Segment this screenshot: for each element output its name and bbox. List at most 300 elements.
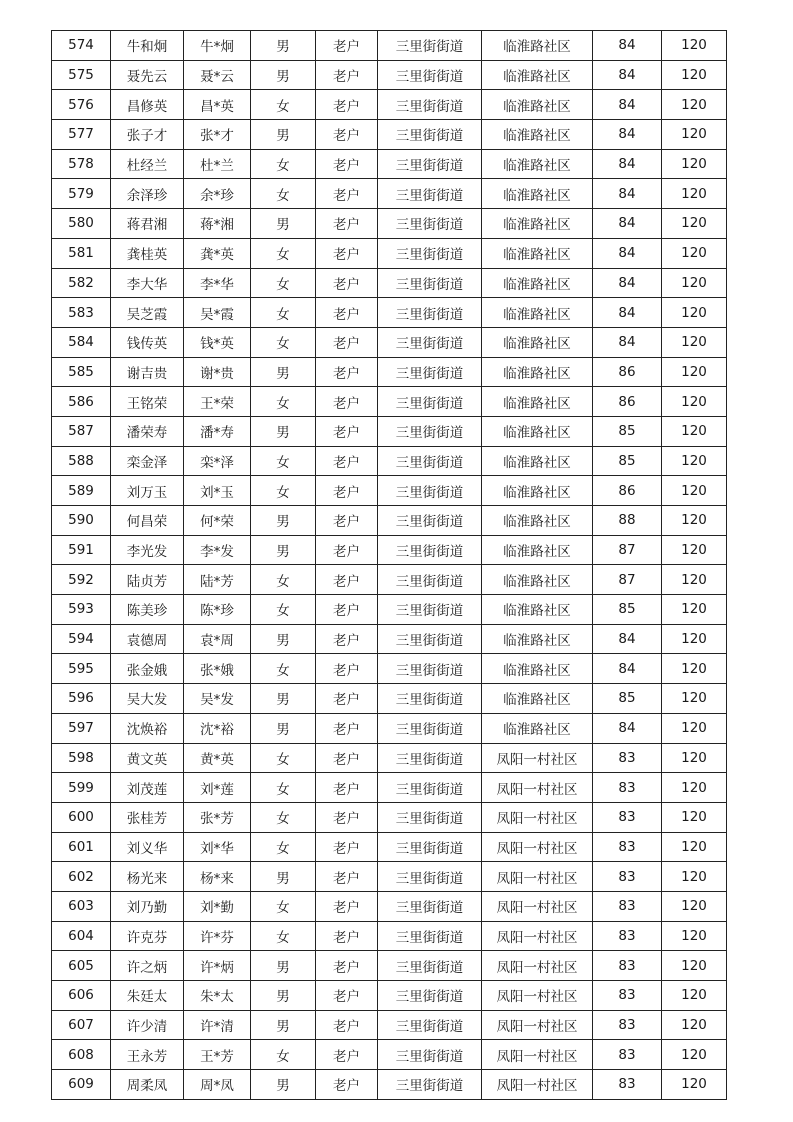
full-name-cell: 陆贞芳 — [111, 565, 184, 595]
gender-cell: 男 — [251, 60, 316, 90]
community-cell: 凤阳一村社区 — [482, 921, 593, 951]
full-name-cell: 聂先云 — [111, 60, 184, 90]
amount-cell: 120 — [662, 684, 727, 714]
age-cell: 84 — [593, 713, 662, 743]
row-number-cell: 609 — [52, 1070, 111, 1100]
age-cell: 83 — [593, 862, 662, 892]
amount-cell: 120 — [662, 60, 727, 90]
gender-cell: 女 — [251, 179, 316, 209]
table-row — [52, 120, 727, 150]
gender-cell: 女 — [251, 921, 316, 951]
subdistrict-cell: 三里街街道 — [378, 327, 482, 357]
gender-cell: 女 — [251, 654, 316, 684]
full-name-cell: 许克芬 — [111, 921, 184, 951]
community-cell: 凤阳一村社区 — [482, 773, 593, 803]
masked-name-cell: 黄*英 — [184, 743, 251, 773]
amount-cell: 120 — [662, 357, 727, 387]
masked-name-cell: 王*芳 — [184, 1040, 251, 1070]
community-cell: 临淮路社区 — [482, 90, 593, 120]
gender-cell: 女 — [251, 773, 316, 803]
full-name-cell: 张桂芳 — [111, 802, 184, 832]
full-name-cell: 黄文英 — [111, 743, 184, 773]
amount-cell: 120 — [662, 1010, 727, 1040]
gender-cell: 女 — [251, 743, 316, 773]
row-number-cell: 606 — [52, 981, 111, 1011]
age-cell: 84 — [593, 298, 662, 328]
row-number-cell: 595 — [52, 654, 111, 684]
community-cell: 临淮路社区 — [482, 179, 593, 209]
masked-name-cell: 栾*泽 — [184, 446, 251, 476]
row-number-cell: 596 — [52, 684, 111, 714]
community-cell: 凤阳一村社区 — [482, 832, 593, 862]
amount-cell: 120 — [662, 327, 727, 357]
masked-name-cell: 陆*芳 — [184, 565, 251, 595]
gender-cell: 女 — [251, 891, 316, 921]
subdistrict-cell: 三里街街道 — [378, 268, 482, 298]
subdistrict-cell: 三里街街道 — [378, 476, 482, 506]
household-type-cell: 老户 — [316, 684, 378, 714]
table-row — [52, 595, 727, 625]
age-cell: 85 — [593, 446, 662, 476]
gender-cell: 女 — [251, 832, 316, 862]
household-type-cell: 老户 — [316, 416, 378, 446]
age-cell: 83 — [593, 1040, 662, 1070]
amount-cell: 120 — [662, 31, 727, 61]
age-cell: 87 — [593, 565, 662, 595]
row-number-cell: 603 — [52, 891, 111, 921]
full-name-cell: 吴芝霞 — [111, 298, 184, 328]
community-cell: 临淮路社区 — [482, 387, 593, 417]
full-name-cell: 余泽珍 — [111, 179, 184, 209]
masked-name-cell: 刘*玉 — [184, 476, 251, 506]
age-cell: 86 — [593, 387, 662, 417]
row-number-cell: 608 — [52, 1040, 111, 1070]
masked-name-cell: 吴*霞 — [184, 298, 251, 328]
amount-cell: 120 — [662, 802, 727, 832]
full-name-cell: 刘茂莲 — [111, 773, 184, 803]
table-row — [52, 832, 727, 862]
household-type-cell: 老户 — [316, 446, 378, 476]
masked-name-cell: 昌*英 — [184, 90, 251, 120]
masked-name-cell: 袁*周 — [184, 624, 251, 654]
amount-cell: 120 — [662, 476, 727, 506]
community-cell: 临淮路社区 — [482, 149, 593, 179]
masked-name-cell: 张*芳 — [184, 802, 251, 832]
age-cell: 85 — [593, 416, 662, 446]
amount-cell: 120 — [662, 535, 727, 565]
amount-cell: 120 — [662, 713, 727, 743]
age-cell: 83 — [593, 1070, 662, 1100]
amount-cell: 120 — [662, 891, 727, 921]
full-name-cell: 龚桂英 — [111, 238, 184, 268]
row-number-cell: 607 — [52, 1010, 111, 1040]
table-row — [52, 476, 727, 506]
community-cell: 临淮路社区 — [482, 327, 593, 357]
gender-cell: 男 — [251, 981, 316, 1011]
subdistrict-cell: 三里街街道 — [378, 743, 482, 773]
full-name-cell: 周柔凤 — [111, 1070, 184, 1100]
subdistrict-cell: 三里街街道 — [378, 209, 482, 239]
age-cell: 84 — [593, 179, 662, 209]
row-number-cell: 602 — [52, 862, 111, 892]
masked-name-cell: 沈*裕 — [184, 713, 251, 743]
community-cell: 凤阳一村社区 — [482, 743, 593, 773]
amount-cell: 120 — [662, 179, 727, 209]
full-name-cell: 潘荣寿 — [111, 416, 184, 446]
gender-cell: 女 — [251, 90, 316, 120]
masked-name-cell: 许*清 — [184, 1010, 251, 1040]
table-row — [52, 743, 727, 773]
age-cell: 85 — [593, 684, 662, 714]
subdistrict-cell: 三里街街道 — [378, 535, 482, 565]
row-number-cell: 577 — [52, 120, 111, 150]
row-number-cell: 581 — [52, 238, 111, 268]
community-cell: 临淮路社区 — [482, 298, 593, 328]
subdistrict-cell: 三里街街道 — [378, 90, 482, 120]
age-cell: 88 — [593, 506, 662, 536]
masked-name-cell: 李*华 — [184, 268, 251, 298]
household-type-cell: 老户 — [316, 179, 378, 209]
subdistrict-cell: 三里街街道 — [378, 149, 482, 179]
age-cell: 83 — [593, 1010, 662, 1040]
roster-body — [52, 31, 727, 1100]
household-type-cell: 老户 — [316, 327, 378, 357]
age-cell: 83 — [593, 773, 662, 803]
subdistrict-cell: 三里街街道 — [378, 565, 482, 595]
full-name-cell: 钱传英 — [111, 327, 184, 357]
household-type-cell: 老户 — [316, 624, 378, 654]
table-row — [52, 298, 727, 328]
community-cell: 临淮路社区 — [482, 624, 593, 654]
row-number-cell: 598 — [52, 743, 111, 773]
community-cell: 临淮路社区 — [482, 416, 593, 446]
subdistrict-cell: 三里街街道 — [378, 1070, 482, 1100]
subdistrict-cell: 三里街街道 — [378, 684, 482, 714]
full-name-cell: 朱廷太 — [111, 981, 184, 1011]
amount-cell: 120 — [662, 624, 727, 654]
household-type-cell: 老户 — [316, 476, 378, 506]
age-cell: 84 — [593, 654, 662, 684]
gender-cell: 女 — [251, 802, 316, 832]
table-row — [52, 327, 727, 357]
row-number-cell: 599 — [52, 773, 111, 803]
amount-cell: 120 — [662, 773, 727, 803]
full-name-cell: 陈美珍 — [111, 595, 184, 625]
table-row — [52, 506, 727, 536]
row-number-cell: 592 — [52, 565, 111, 595]
household-type-cell: 老户 — [316, 743, 378, 773]
community-cell: 临淮路社区 — [482, 713, 593, 743]
table-row — [52, 951, 727, 981]
age-cell: 84 — [593, 90, 662, 120]
amount-cell: 120 — [662, 743, 727, 773]
gender-cell: 男 — [251, 120, 316, 150]
masked-name-cell: 蒋*湘 — [184, 209, 251, 239]
age-cell: 86 — [593, 476, 662, 506]
table-row — [52, 1070, 727, 1100]
household-type-cell: 老户 — [316, 862, 378, 892]
gender-cell: 女 — [251, 238, 316, 268]
community-cell: 临淮路社区 — [482, 31, 593, 61]
community-cell: 凤阳一村社区 — [482, 891, 593, 921]
full-name-cell: 许之炳 — [111, 951, 184, 981]
community-cell: 临淮路社区 — [482, 357, 593, 387]
community-cell: 凤阳一村社区 — [482, 1010, 593, 1040]
age-cell: 84 — [593, 238, 662, 268]
gender-cell: 男 — [251, 1070, 316, 1100]
amount-cell: 120 — [662, 506, 727, 536]
subdistrict-cell: 三里街街道 — [378, 179, 482, 209]
household-type-cell: 老户 — [316, 60, 378, 90]
age-cell: 83 — [593, 921, 662, 951]
table-row — [52, 238, 727, 268]
household-type-cell: 老户 — [316, 506, 378, 536]
full-name-cell: 李光发 — [111, 535, 184, 565]
amount-cell: 120 — [662, 595, 727, 625]
table-row — [52, 981, 727, 1011]
row-number-cell: 597 — [52, 713, 111, 743]
household-type-cell: 老户 — [316, 565, 378, 595]
community-cell: 临淮路社区 — [482, 565, 593, 595]
table-row — [52, 179, 727, 209]
table-row — [52, 684, 727, 714]
age-cell: 83 — [593, 891, 662, 921]
gender-cell: 男 — [251, 416, 316, 446]
household-type-cell: 老户 — [316, 1010, 378, 1040]
masked-name-cell: 谢*贵 — [184, 357, 251, 387]
household-type-cell: 老户 — [316, 298, 378, 328]
full-name-cell: 李大华 — [111, 268, 184, 298]
subdistrict-cell: 三里街街道 — [378, 773, 482, 803]
age-cell: 86 — [593, 357, 662, 387]
full-name-cell: 栾金泽 — [111, 446, 184, 476]
table-row — [52, 713, 727, 743]
subdistrict-cell: 三里街街道 — [378, 416, 482, 446]
gender-cell: 女 — [251, 327, 316, 357]
table-row — [52, 921, 727, 951]
full-name-cell: 袁德周 — [111, 624, 184, 654]
table-row — [52, 60, 727, 90]
row-number-cell: 575 — [52, 60, 111, 90]
row-number-cell: 604 — [52, 921, 111, 951]
subdistrict-cell: 三里街街道 — [378, 357, 482, 387]
masked-name-cell: 刘*华 — [184, 832, 251, 862]
subdistrict-cell: 三里街街道 — [378, 624, 482, 654]
subdistrict-cell: 三里街街道 — [378, 31, 482, 61]
community-cell: 临淮路社区 — [482, 209, 593, 239]
masked-name-cell: 杨*来 — [184, 862, 251, 892]
community-cell: 凤阳一村社区 — [482, 981, 593, 1011]
masked-name-cell: 杜*兰 — [184, 149, 251, 179]
table-row — [52, 535, 727, 565]
community-cell: 临淮路社区 — [482, 476, 593, 506]
household-type-cell: 老户 — [316, 951, 378, 981]
household-type-cell: 老户 — [316, 802, 378, 832]
gender-cell: 女 — [251, 1040, 316, 1070]
subdistrict-cell: 三里街街道 — [378, 120, 482, 150]
age-cell: 83 — [593, 802, 662, 832]
gender-cell: 男 — [251, 951, 316, 981]
community-cell: 凤阳一村社区 — [482, 802, 593, 832]
gender-cell: 女 — [251, 298, 316, 328]
community-cell: 临淮路社区 — [482, 120, 593, 150]
table-row — [52, 1010, 727, 1040]
community-cell: 临淮路社区 — [482, 654, 593, 684]
household-type-cell: 老户 — [316, 120, 378, 150]
full-name-cell: 昌修英 — [111, 90, 184, 120]
subdistrict-cell: 三里街街道 — [378, 298, 482, 328]
household-type-cell: 老户 — [316, 595, 378, 625]
masked-name-cell: 许*炳 — [184, 951, 251, 981]
household-type-cell: 老户 — [316, 357, 378, 387]
household-type-cell: 老户 — [316, 387, 378, 417]
row-number-cell: 605 — [52, 951, 111, 981]
community-cell: 临淮路社区 — [482, 535, 593, 565]
household-type-cell: 老户 — [316, 654, 378, 684]
full-name-cell: 杜经兰 — [111, 149, 184, 179]
gender-cell: 男 — [251, 535, 316, 565]
masked-name-cell: 吴*发 — [184, 684, 251, 714]
row-number-cell: 593 — [52, 595, 111, 625]
household-type-cell: 老户 — [316, 238, 378, 268]
household-type-cell: 老户 — [316, 773, 378, 803]
amount-cell: 120 — [662, 1040, 727, 1070]
gender-cell: 男 — [251, 624, 316, 654]
amount-cell: 120 — [662, 1070, 727, 1100]
subdistrict-cell: 三里街街道 — [378, 951, 482, 981]
masked-name-cell: 龚*英 — [184, 238, 251, 268]
table-row — [52, 31, 727, 61]
table-row — [52, 268, 727, 298]
age-cell: 83 — [593, 981, 662, 1011]
age-cell: 87 — [593, 535, 662, 565]
masked-name-cell: 何*荣 — [184, 506, 251, 536]
subdistrict-cell: 三里街街道 — [378, 446, 482, 476]
row-number-cell: 576 — [52, 90, 111, 120]
age-cell: 84 — [593, 60, 662, 90]
table-row — [52, 654, 727, 684]
row-number-cell: 582 — [52, 268, 111, 298]
gender-cell: 男 — [251, 862, 316, 892]
full-name-cell: 王永芳 — [111, 1040, 184, 1070]
full-name-cell: 刘乃勤 — [111, 891, 184, 921]
amount-cell: 120 — [662, 238, 727, 268]
row-number-cell: 588 — [52, 446, 111, 476]
row-number-cell: 594 — [52, 624, 111, 654]
household-type-cell: 老户 — [316, 268, 378, 298]
masked-name-cell: 聂*云 — [184, 60, 251, 90]
masked-name-cell: 许*芬 — [184, 921, 251, 951]
full-name-cell: 刘义华 — [111, 832, 184, 862]
amount-cell: 120 — [662, 209, 727, 239]
full-name-cell: 蒋君湘 — [111, 209, 184, 239]
age-cell: 84 — [593, 624, 662, 654]
masked-name-cell: 钱*英 — [184, 327, 251, 357]
subdistrict-cell: 三里街街道 — [378, 862, 482, 892]
amount-cell: 120 — [662, 446, 727, 476]
row-number-cell: 601 — [52, 832, 111, 862]
community-cell: 凤阳一村社区 — [482, 862, 593, 892]
masked-name-cell: 刘*勤 — [184, 891, 251, 921]
row-number-cell: 589 — [52, 476, 111, 506]
amount-cell: 120 — [662, 90, 727, 120]
amount-cell: 120 — [662, 387, 727, 417]
full-name-cell: 许少清 — [111, 1010, 184, 1040]
age-cell: 83 — [593, 951, 662, 981]
row-number-cell: 583 — [52, 298, 111, 328]
amount-cell: 120 — [662, 268, 727, 298]
subdistrict-cell: 三里街街道 — [378, 238, 482, 268]
gender-cell: 男 — [251, 209, 316, 239]
subdistrict-cell: 三里街街道 — [378, 921, 482, 951]
row-number-cell: 578 — [52, 149, 111, 179]
community-cell: 临淮路社区 — [482, 60, 593, 90]
table-row — [52, 387, 727, 417]
roster-table — [51, 30, 727, 1100]
table-row — [52, 891, 727, 921]
subdistrict-cell: 三里街街道 — [378, 832, 482, 862]
table-row — [52, 446, 727, 476]
age-cell: 84 — [593, 268, 662, 298]
table-row — [52, 209, 727, 239]
household-type-cell: 老户 — [316, 149, 378, 179]
row-number-cell: 600 — [52, 802, 111, 832]
subdistrict-cell: 三里街街道 — [378, 595, 482, 625]
gender-cell: 女 — [251, 268, 316, 298]
household-type-cell: 老户 — [316, 981, 378, 1011]
community-cell: 凤阳一村社区 — [482, 1040, 593, 1070]
masked-name-cell: 李*发 — [184, 535, 251, 565]
community-cell: 临淮路社区 — [482, 446, 593, 476]
subdistrict-cell: 三里街街道 — [378, 1010, 482, 1040]
age-cell: 84 — [593, 31, 662, 61]
community-cell: 临淮路社区 — [482, 684, 593, 714]
row-number-cell: 585 — [52, 357, 111, 387]
table-row — [52, 773, 727, 803]
amount-cell: 120 — [662, 921, 727, 951]
household-type-cell: 老户 — [316, 1040, 378, 1070]
age-cell: 84 — [593, 209, 662, 239]
household-type-cell: 老户 — [316, 891, 378, 921]
gender-cell: 女 — [251, 476, 316, 506]
gender-cell: 男 — [251, 31, 316, 61]
row-number-cell: 584 — [52, 327, 111, 357]
gender-cell: 男 — [251, 713, 316, 743]
gender-cell: 女 — [251, 565, 316, 595]
amount-cell: 120 — [662, 654, 727, 684]
full-name-cell: 张子才 — [111, 120, 184, 150]
household-type-cell: 老户 — [316, 209, 378, 239]
masked-name-cell: 陈*珍 — [184, 595, 251, 625]
table-row — [52, 149, 727, 179]
amount-cell: 120 — [662, 832, 727, 862]
full-name-cell: 张金娥 — [111, 654, 184, 684]
community-cell: 临淮路社区 — [482, 238, 593, 268]
gender-cell: 女 — [251, 387, 316, 417]
masked-name-cell: 朱*太 — [184, 981, 251, 1011]
full-name-cell: 何昌荣 — [111, 506, 184, 536]
amount-cell: 120 — [662, 981, 727, 1011]
gender-cell: 男 — [251, 1010, 316, 1040]
subdistrict-cell: 三里街街道 — [378, 1040, 482, 1070]
table-row — [52, 624, 727, 654]
full-name-cell: 杨光来 — [111, 862, 184, 892]
table-row — [52, 416, 727, 446]
table-row — [52, 802, 727, 832]
household-type-cell: 老户 — [316, 535, 378, 565]
masked-name-cell: 王*荣 — [184, 387, 251, 417]
household-type-cell: 老户 — [316, 1070, 378, 1100]
